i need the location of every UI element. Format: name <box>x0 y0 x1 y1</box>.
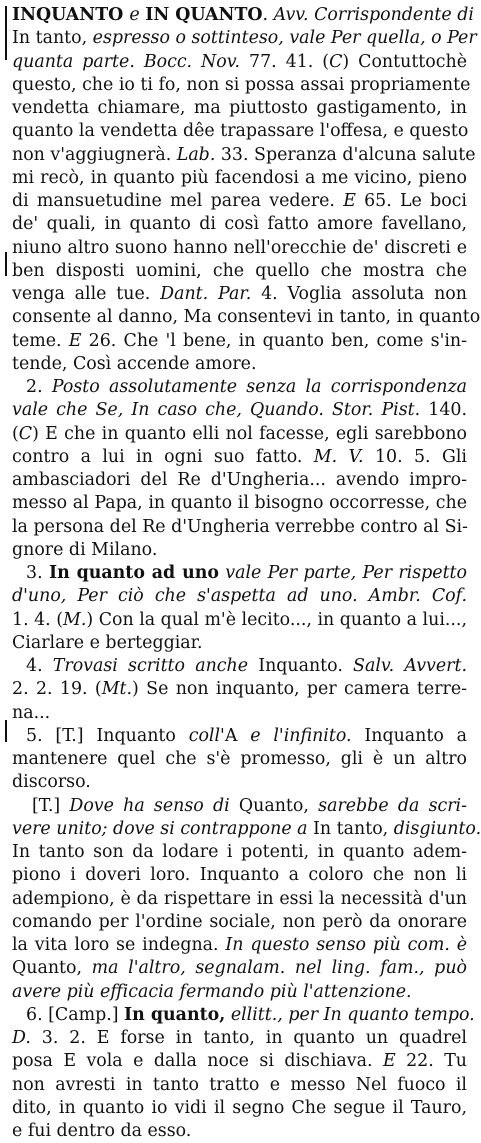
text-run: adempiono, è da rispettare in essi la necessità d'un <box>12 888 467 909</box>
text-run: 2. 2. 19. ( <box>12 679 102 700</box>
text-run: ) E che in quanto elli nol facesse, egli sarebbono <box>32 423 467 444</box>
text-run: E <box>343 191 356 211</box>
text-run: ben disposti uomini, che quello che mostra che <box>12 260 467 281</box>
text-run: coll' <box>188 725 225 746</box>
text-run: Trovasi scritto anche <box>52 656 249 676</box>
text-run: A <box>224 725 251 746</box>
text-line <box>12 702 467 725</box>
text-line <box>12 957 467 980</box>
text-line <box>12 748 467 771</box>
text-run: d'uno, Per ciò che s'aspetta ad uno. Ambr. Cof. <box>12 586 467 607</box>
text-run: . <box>262 5 274 25</box>
text-run: 3. 2. E forse in tanto, in quanto un quadrel <box>30 1028 467 1048</box>
text-line <box>12 1004 475 1027</box>
text-line <box>12 213 467 236</box>
text-line <box>12 911 467 934</box>
text-line <box>12 771 467 794</box>
text-line <box>12 818 481 841</box>
text-run: In quanto, <box>124 1004 226 1025</box>
text-run: questo, che io ti fo, non si possa assai propriamente <box>12 74 471 95</box>
text-line <box>12 237 467 260</box>
text-run: IN QUANTO <box>145 5 263 25</box>
text-run: Inquanto. <box>248 656 354 676</box>
text-run: In quanto ad uno <box>48 563 219 583</box>
text-line <box>12 190 467 213</box>
text-line <box>12 516 467 539</box>
text-run: 10. 5. Gli <box>363 446 467 467</box>
text-line <box>12 841 467 864</box>
text-run: 26. Che 'l bene, in quanto ben, come s'in- <box>81 330 467 351</box>
text-run: niuno altro suono hanno nell'orecchie de' discreti e <box>12 237 467 258</box>
text-line <box>12 306 481 329</box>
text-run: Dove ha senso di <box>69 795 230 816</box>
text-line <box>12 4 474 27</box>
text-run: 1. 4. ( <box>12 609 64 630</box>
text-run: [T.] <box>32 795 70 816</box>
text-run: mantenere quel che s'è promesso, gli è un altro <box>12 749 467 769</box>
text-run: na... <box>12 702 51 723</box>
text-run: quanta parte. Bocc. Nov. <box>12 51 241 72</box>
text-run: ) Contuttochè <box>342 51 467 72</box>
text-run: E <box>68 330 82 351</box>
text-run: Posto assolutamente senza la corrispondenza <box>51 377 467 397</box>
text-run: la persona del Re d'Ungheria verrebbe contro al Si- <box>12 516 468 537</box>
text-run: messo al Papa, in quanto il bisogno occorresse, che <box>12 493 467 514</box>
text-run: INQUANTO <box>12 5 130 25</box>
text-line <box>12 725 467 748</box>
text-run: de' quali, in quanto di così fatto amore favellano, <box>12 214 467 235</box>
text-run: Quanto, <box>12 958 92 979</box>
text-run: 22. Tu <box>395 1051 467 1072</box>
text-line <box>12 609 467 632</box>
text-run: M. <box>63 609 87 630</box>
text-run: mi recò, in quanto più facendosi a me vicino, pieno <box>12 167 467 188</box>
text-line <box>12 283 467 306</box>
text-line <box>12 469 467 492</box>
text-line <box>12 97 467 120</box>
text-line <box>12 144 476 167</box>
text-line <box>12 632 467 655</box>
text-line <box>12 330 467 353</box>
text-run: D. <box>12 1028 31 1048</box>
text-run: la vita loro se indegna. <box>12 935 226 955</box>
text-run: ellitt., per In quanto tempo. <box>225 1004 475 1025</box>
text-line <box>12 353 467 376</box>
text-run: sarebbe da scri- <box>318 795 467 816</box>
text-run: Avv. Corrispondente di <box>273 5 474 25</box>
text-line <box>12 1050 467 1073</box>
text-run: discorso. <box>12 772 91 793</box>
text-line <box>12 74 471 97</box>
text-line <box>12 864 467 887</box>
text-line <box>12 981 467 1004</box>
text-line <box>12 888 467 911</box>
text-run: tende, Così accende amore. <box>12 353 257 374</box>
text-run: 3. <box>26 563 49 583</box>
text-run: vale Per parte, Per rispetto <box>218 563 468 583</box>
text-run: ma l'altro, segnalam. nel ling. fam., può <box>91 958 467 979</box>
text-run: ( <box>12 423 19 444</box>
text-line <box>12 120 467 143</box>
text-line <box>12 51 467 74</box>
text-run: teme. <box>12 330 69 351</box>
text-line <box>12 1120 467 1143</box>
text-run: In tanto, <box>307 818 394 839</box>
text-line <box>12 167 467 190</box>
text-line <box>12 376 467 399</box>
text-run: In tanto son da lodare i potenti, in quanto adem- <box>12 842 467 862</box>
text-run: Salv. Avvert. <box>353 656 467 676</box>
text-line <box>12 1074 467 1097</box>
text-run: C <box>329 51 343 72</box>
text-line <box>12 678 467 701</box>
text-run: 2. <box>26 377 52 397</box>
text-run: 6. [Camp.] <box>26 1004 125 1025</box>
text-line <box>12 399 467 422</box>
text-run: non avresti in tanto tratto e messo Nel fuoco il <box>12 1074 467 1095</box>
text-run: 65. Le boci <box>355 191 467 211</box>
text-run: posa E vola e dalla noce si dischiava. <box>12 1051 383 1072</box>
text-run: e l'infinito. <box>250 725 352 746</box>
text-run: comando per l'ordine sociale, non però da onorare <box>12 911 467 932</box>
dictionary-entry-text <box>12 4 481 1143</box>
text-run: espresso o sottinteso, vale Per quella, o Per <box>92 28 477 49</box>
margin-rule <box>5 6 7 60</box>
text-line <box>12 1027 467 1050</box>
margin-rule <box>5 252 7 276</box>
text-run: contro a lui in ogni suo fatto. <box>12 446 314 467</box>
text-line <box>12 492 467 515</box>
text-run: quanto la vendetta dêe trapassare l'offesa, e questo <box>12 121 469 142</box>
text-line <box>12 1097 467 1120</box>
text-run: piono i doveri loro. Inquanto a coloro che non li <box>12 865 467 886</box>
text-run: dito, in quanto io vidi il segno Che segue il Tauro, <box>12 1097 467 1118</box>
text-run: vere unito; dove si contrappone a <box>12 818 308 839</box>
text-line <box>12 446 467 469</box>
text-run: In questo senso più com. è <box>225 935 467 955</box>
text-run: E <box>382 1051 396 1072</box>
text-run: vendetta chiamare, ma piuttosto gastigamento, in <box>12 98 467 118</box>
text-run: Quanto, <box>229 795 319 816</box>
text-line <box>12 585 467 608</box>
text-run: ) Se non inquanto, per camera terre- <box>132 679 468 700</box>
text-run: 4. Voglia assoluta non <box>251 284 467 304</box>
text-run: 5. [T.] Inquanto <box>26 725 189 746</box>
text-run: 4. <box>26 656 53 676</box>
text-run: ambasciadori del Re d'Ungheria... avendo impro- <box>12 470 467 490</box>
text-run: e fui dentro da esso. <box>12 1121 192 1141</box>
text-run: consente al danno, Ma consentevi in tanto, in quanto <box>12 307 481 328</box>
text-run: Mt. <box>101 679 133 700</box>
text-run: M. V. <box>313 446 364 467</box>
text-run: non v'aggiugnerà. <box>12 144 177 165</box>
text-line <box>12 423 467 446</box>
text-run: ) Con la qual m'è lecito..., in quanto a lui..., <box>86 609 467 630</box>
text-run: avere più efficacia fermando più l'attenzione. <box>12 981 412 1002</box>
text-run: Ciarlare e berteggiar. <box>12 632 203 653</box>
text-run: di mansuetudine mel parea vedere. <box>12 191 344 211</box>
text-line <box>12 539 467 562</box>
text-run: 140. <box>420 400 467 421</box>
text-run: In tanto, <box>12 28 93 49</box>
text-line <box>12 655 467 678</box>
text-line <box>12 260 467 283</box>
text-run: vale che Se, In caso che, Quando. Stor. Pist. <box>12 400 421 421</box>
text-line <box>12 934 467 957</box>
text-line <box>12 562 467 585</box>
text-run: Inquanto a <box>351 725 468 746</box>
margin-rule <box>5 720 7 742</box>
text-run: e <box>129 5 146 25</box>
text-run: Lab. <box>176 144 216 165</box>
text-run: 77. 41. ( <box>240 51 330 72</box>
text-run: 33. Speranza d'alcuna salute <box>215 144 476 165</box>
text-line <box>12 27 477 50</box>
text-line <box>12 795 467 818</box>
text-run: venga alle tue. <box>12 284 161 304</box>
text-run: disgiunto. <box>393 818 481 839</box>
text-run: C <box>18 423 33 444</box>
text-run: gnore di Milano. <box>12 539 158 560</box>
text-run: Dant. Par. <box>160 284 252 304</box>
